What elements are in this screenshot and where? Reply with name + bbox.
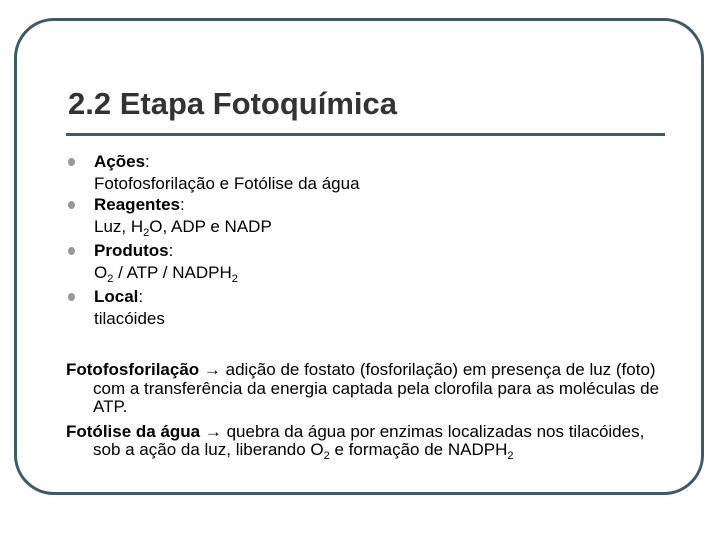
bullet-item-local <box>68 286 360 329</box>
bullet-separator: : <box>168 241 174 260</box>
slide-title: 2.2 Etapa Fotoquímica <box>68 86 398 121</box>
bullet-label: Local <box>94 287 139 306</box>
bullet-label: Produtos <box>94 241 169 260</box>
bullet-value: O <box>94 262 108 282</box>
definition-term: Fotofosforilação <box>66 360 200 379</box>
bullet-dot-icon <box>68 247 75 255</box>
bullet-dot-icon <box>68 201 75 209</box>
bullet-label: Reagentes <box>94 195 180 214</box>
bullet-value-cont: O, ADP e NADP <box>149 216 272 236</box>
bullet-value-cont: / ATP / NADPH <box>113 262 232 282</box>
definitions-block <box>66 361 676 468</box>
bullet-item-reagentes <box>68 194 360 240</box>
definition-text: adição de fostato (fosforilação) em presença de luz (foto) com a transferência da energia captada pela clorofila para as moléculas de ATP. <box>93 360 660 416</box>
definition-text: quebra da água por enzimas localizadas nos tilacóides, sob a ação da luz, liberando O <box>93 421 645 459</box>
bullet-value: Fotofosforilação e Fotólise da água <box>94 173 360 193</box>
definition-fotolise <box>66 423 676 462</box>
definition-fotofosforilacao <box>66 361 676 417</box>
bullet-item-produtos <box>68 240 360 286</box>
bullet-value: Luz, H <box>94 216 144 236</box>
bullet-dot-icon <box>68 293 75 301</box>
bullet-list <box>68 151 360 329</box>
definition-text-cont: e formação de NADPH <box>329 440 508 459</box>
subscript: 2 <box>107 272 114 285</box>
bullet-label: Ações <box>94 152 146 171</box>
bullet-separator: : <box>179 195 185 214</box>
bullet-value: tilacóides <box>94 308 165 328</box>
definition-term: Fotólise da água <box>66 421 201 441</box>
arrow-right-icon: → <box>204 421 222 441</box>
subscript: 2 <box>323 450 330 462</box>
bullet-separator: : <box>145 152 150 171</box>
title-underline <box>66 133 665 136</box>
subscript: 2 <box>231 272 238 285</box>
subscript: 2 <box>507 450 514 462</box>
subscript: 2 <box>143 226 150 239</box>
bullet-dot-icon <box>68 158 75 166</box>
bullet-separator: : <box>138 287 144 306</box>
bullet-item-acoes <box>68 151 360 194</box>
arrow-right-icon: → <box>203 360 221 379</box>
